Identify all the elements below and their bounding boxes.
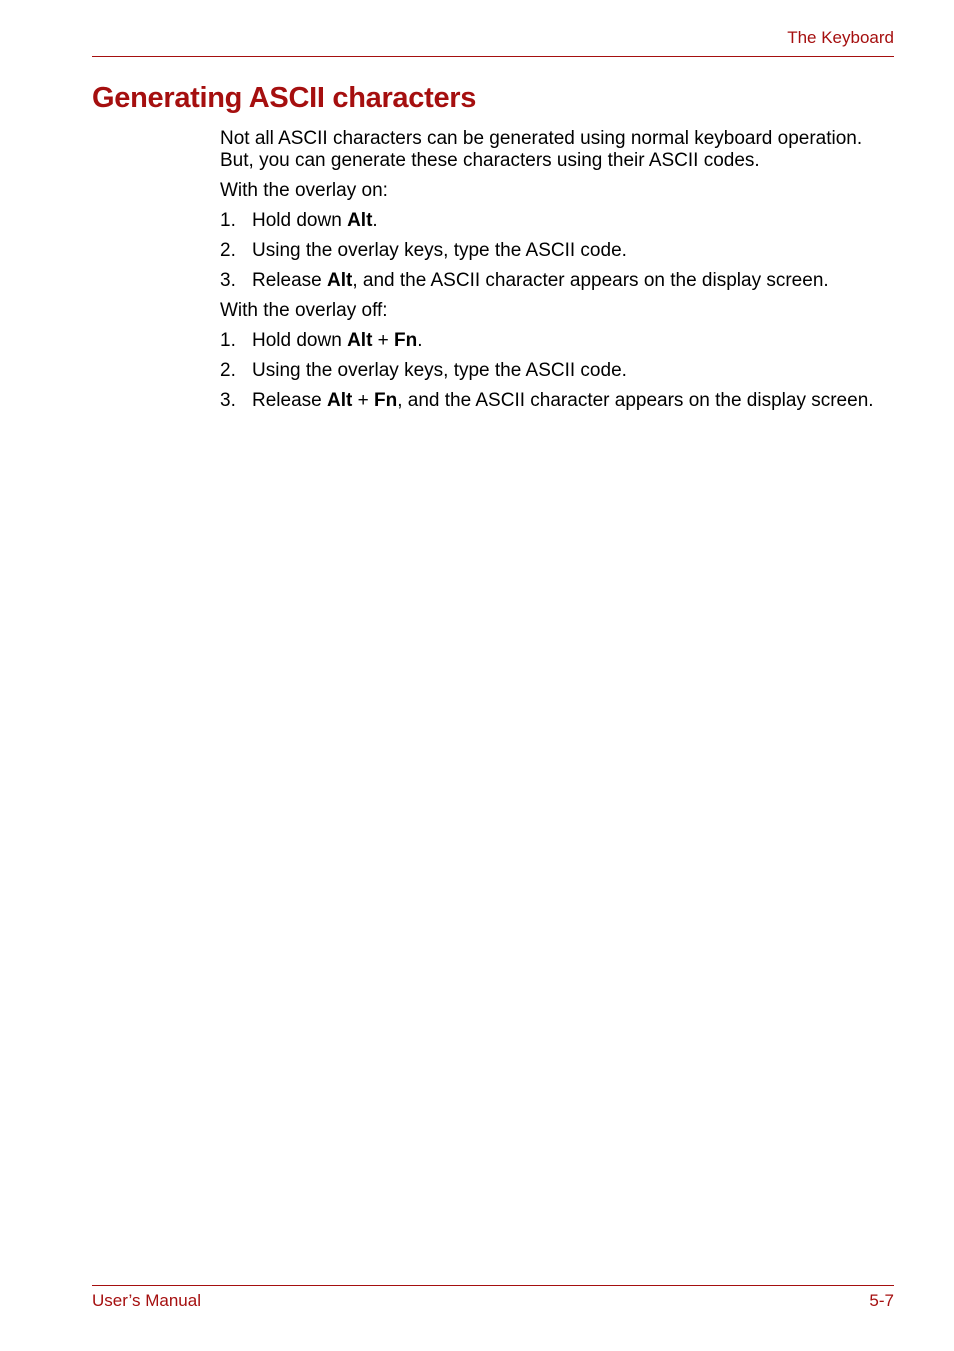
key-fn: Fn (394, 330, 418, 351)
key-alt: Alt (327, 390, 353, 411)
step-number: 2. (220, 240, 236, 261)
step-text: Using the overlay keys, type the ASCII code. (252, 360, 627, 381)
step-number: 1. (220, 330, 236, 351)
step-text: Release Alt, and the ASCII character appears on the display screen. (252, 270, 829, 291)
step-text: Hold down Alt + Fn. (252, 330, 423, 351)
step-number: 2. (220, 360, 236, 381)
step-text: Release Alt + Fn, and the ASCII character appears on the display screen. (252, 390, 874, 411)
page-title: Generating ASCII characters (92, 82, 477, 114)
list-item (220, 330, 900, 352)
list-item (220, 360, 900, 382)
list-item (220, 390, 900, 412)
footer-manual-title: User’s Manual (92, 1291, 201, 1310)
step-text: Using the overlay keys, type the ASCII code. (252, 240, 627, 261)
body-content (220, 128, 900, 420)
key-alt: Alt (347, 210, 373, 231)
page-number: 5-7 (869, 1291, 894, 1310)
overlay-off-lead: With the overlay off: (220, 300, 388, 321)
header-rule (92, 56, 894, 57)
overlay-on-lead: With the overlay on: (220, 180, 388, 201)
list-item (220, 210, 900, 232)
step-text: Hold down Alt. (252, 210, 378, 231)
step-number: 3. (220, 390, 236, 411)
key-fn: Fn (373, 390, 398, 411)
intro-paragraph: Not all ASCII characters can be generated using normal keyboard operation. But, you can generate these characters using their ASCII codes. (220, 128, 863, 171)
key-alt: Alt (327, 270, 353, 291)
list-item (220, 240, 900, 262)
running-header: The Keyboard (787, 28, 894, 47)
list-item (220, 270, 900, 292)
footer-rule (92, 1285, 894, 1286)
key-alt: Alt (347, 330, 373, 351)
step-number: 3. (220, 270, 236, 291)
step-number: 1. (220, 210, 236, 231)
